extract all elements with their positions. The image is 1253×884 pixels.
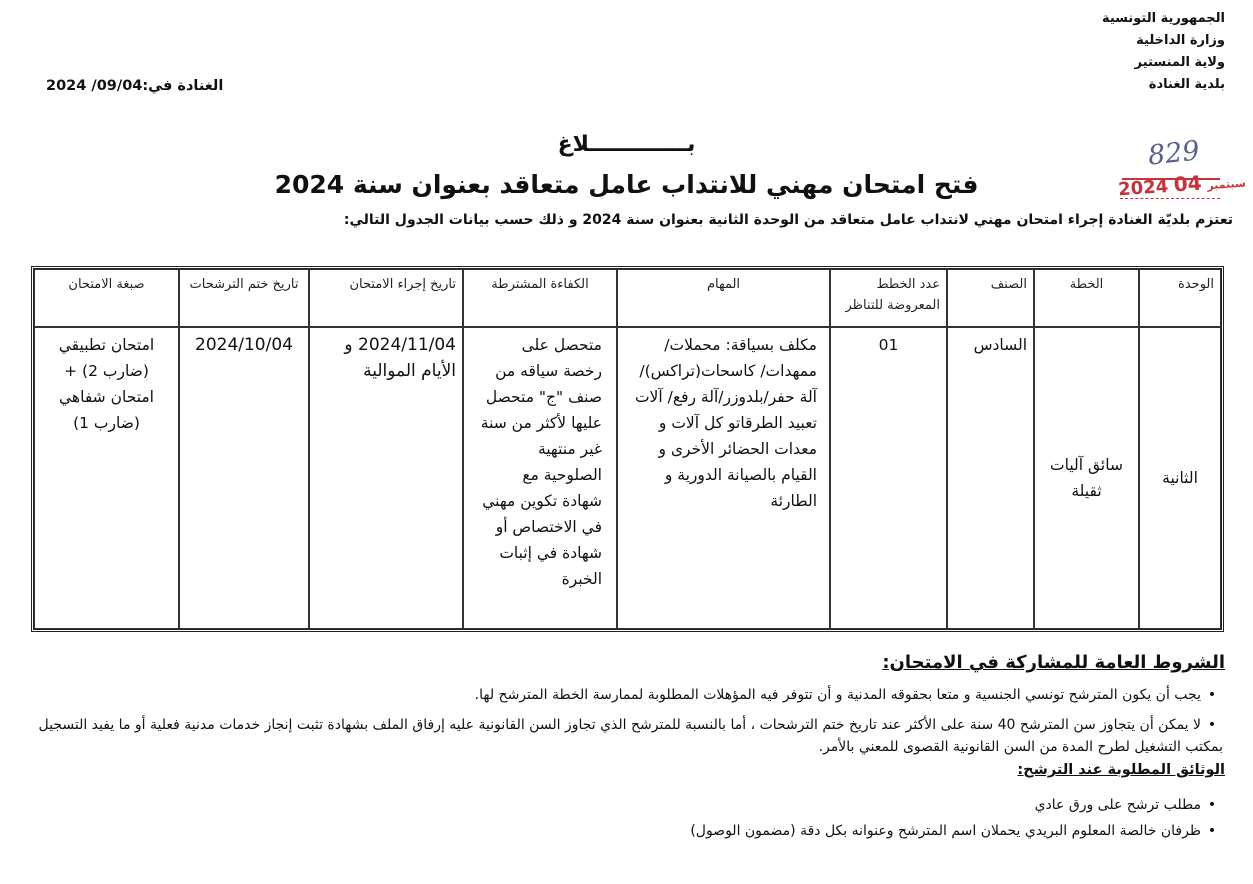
conditions-title: الشروط العامة للمشاركة في الامتحان: xyxy=(882,652,1225,673)
header-grade: الصنف xyxy=(947,269,1034,327)
cell-unit xyxy=(1139,327,1221,629)
documents-item xyxy=(28,794,1223,816)
conditions-item-text: لا يمكن أن يتجاوز سن المترشح 40 سنة على الأكثر عند تاريخ ختم الترشحات ، أما بالنسبة للمترشح الذي تجاوز السن القانونية عليه إرفاق الملف بشهادة تثبت إنجاز خدمات مدنية فعلية أو ما يفيد التسجيل بمكتب التشغيل لطرح المدة من السن القانونية القصوى للمعني بالأمر. xyxy=(38,717,1223,755)
header-exam-type: صبغة الامتحان xyxy=(34,269,179,327)
header-qualification: الكفاءة المشترطة xyxy=(463,269,617,327)
cell-qualification: متحصل على رخصة سياقه من صنف "ج" متحصل عليها لأكثر من سنة غير منتهية الصلوحية مع شهادة تكوين مهني في الاختصاص أو شهادة في إثبات الخبرة xyxy=(463,327,617,629)
header-closing-date: تاريخ ختم الترشحات xyxy=(179,269,309,327)
cell-closing-date: 2024/10/04 xyxy=(179,327,309,629)
header-exam-date: تاريخ إجراء الامتحان xyxy=(309,269,463,327)
bullet-icon: • xyxy=(1207,823,1217,839)
conditions-item xyxy=(28,714,1223,758)
cell-unit-text: الثانية xyxy=(1162,469,1198,487)
header-count: عدد الخطط المعروضة للتناظر xyxy=(830,269,947,327)
bullet-icon: • xyxy=(1207,717,1217,733)
letterhead-country: الجمهورية التونسية xyxy=(1101,11,1225,26)
letterhead xyxy=(1025,8,1225,96)
stamp-number: 829 xyxy=(1146,135,1202,172)
page-title: فتح امتحان مهني للانتداب عامل متعاقد بعنوان سنة 2024 xyxy=(274,170,979,199)
cell-exam-type: امتحان تطبيقي (ضارب 2) + امتحان شفاهي (ضارب 1) xyxy=(34,327,179,629)
cell-plan xyxy=(1034,327,1139,629)
letterhead-ministry: وزارة الداخلية xyxy=(1136,33,1225,48)
letterhead-municipality: بلدية الغنادة xyxy=(1148,77,1225,92)
documents-title: الوثائق المطلوبة عند الترشح: xyxy=(1017,762,1225,778)
documents-item-text: مطلب ترشح على ورق عادي xyxy=(1034,797,1201,813)
cell-grade: السادس xyxy=(947,327,1034,629)
stamp-month: سبتمبر xyxy=(1206,176,1247,193)
positions-table xyxy=(31,266,1224,632)
cell-count: 01 xyxy=(830,327,947,629)
letterhead-governorate: ولاية المنستير xyxy=(1134,55,1225,70)
bullet-icon: • xyxy=(1207,687,1217,703)
stamp-year: 2024 xyxy=(1117,175,1169,201)
header-plan: الخطة xyxy=(1034,269,1139,327)
stamp-day: 04 xyxy=(1172,170,1203,197)
intro-paragraph: تعتزم بلديّة الغنادة إجراء امتحان مهني لانتداب عامل متعاقد من الوحدة الثانية بعنوان سنة 2024 و ذلك حسب بيانات الجدول التالي: xyxy=(343,212,1233,228)
cell-plan-text: سائق آليات ثقيلة xyxy=(1050,456,1123,500)
document-date: الغنادة في:09/04/ 2024 xyxy=(46,78,224,94)
cell-tasks: مكلف بسياقة: محملات/ممهدات/ كاسحات(تراكس)/آلة حفر/بلدوزر/آلة رفع/ آلات تعبيد الطرقاتو كل آلات و معدات الحضائر الأخرى و القيام بالصيانة الدورية و الطارئة xyxy=(617,327,830,629)
header-unit: الوحدة xyxy=(1139,269,1221,327)
announcement-label: بـــــــــــــلاغ xyxy=(557,132,696,157)
conditions-item-text: يجب أن يكون المترشح تونسي الجنسية و متعا بحقوقه المدنية و أن تتوفر فيه المؤهلات المطلوبة لممارسة الخطة المترشح لها. xyxy=(474,687,1201,703)
documents-item xyxy=(28,820,1223,842)
header-tasks: المهام xyxy=(617,269,830,327)
bullet-icon: • xyxy=(1207,797,1217,813)
conditions-item xyxy=(28,684,1223,706)
documents-item-text: ظرفان خالصة المعلوم البريدي يحملان اسم المترشح وعنوانه بكل دقة (مضمون الوصول) xyxy=(690,823,1201,839)
cell-exam-date: 2024/11/04 و الأيام الموالية xyxy=(309,327,463,629)
